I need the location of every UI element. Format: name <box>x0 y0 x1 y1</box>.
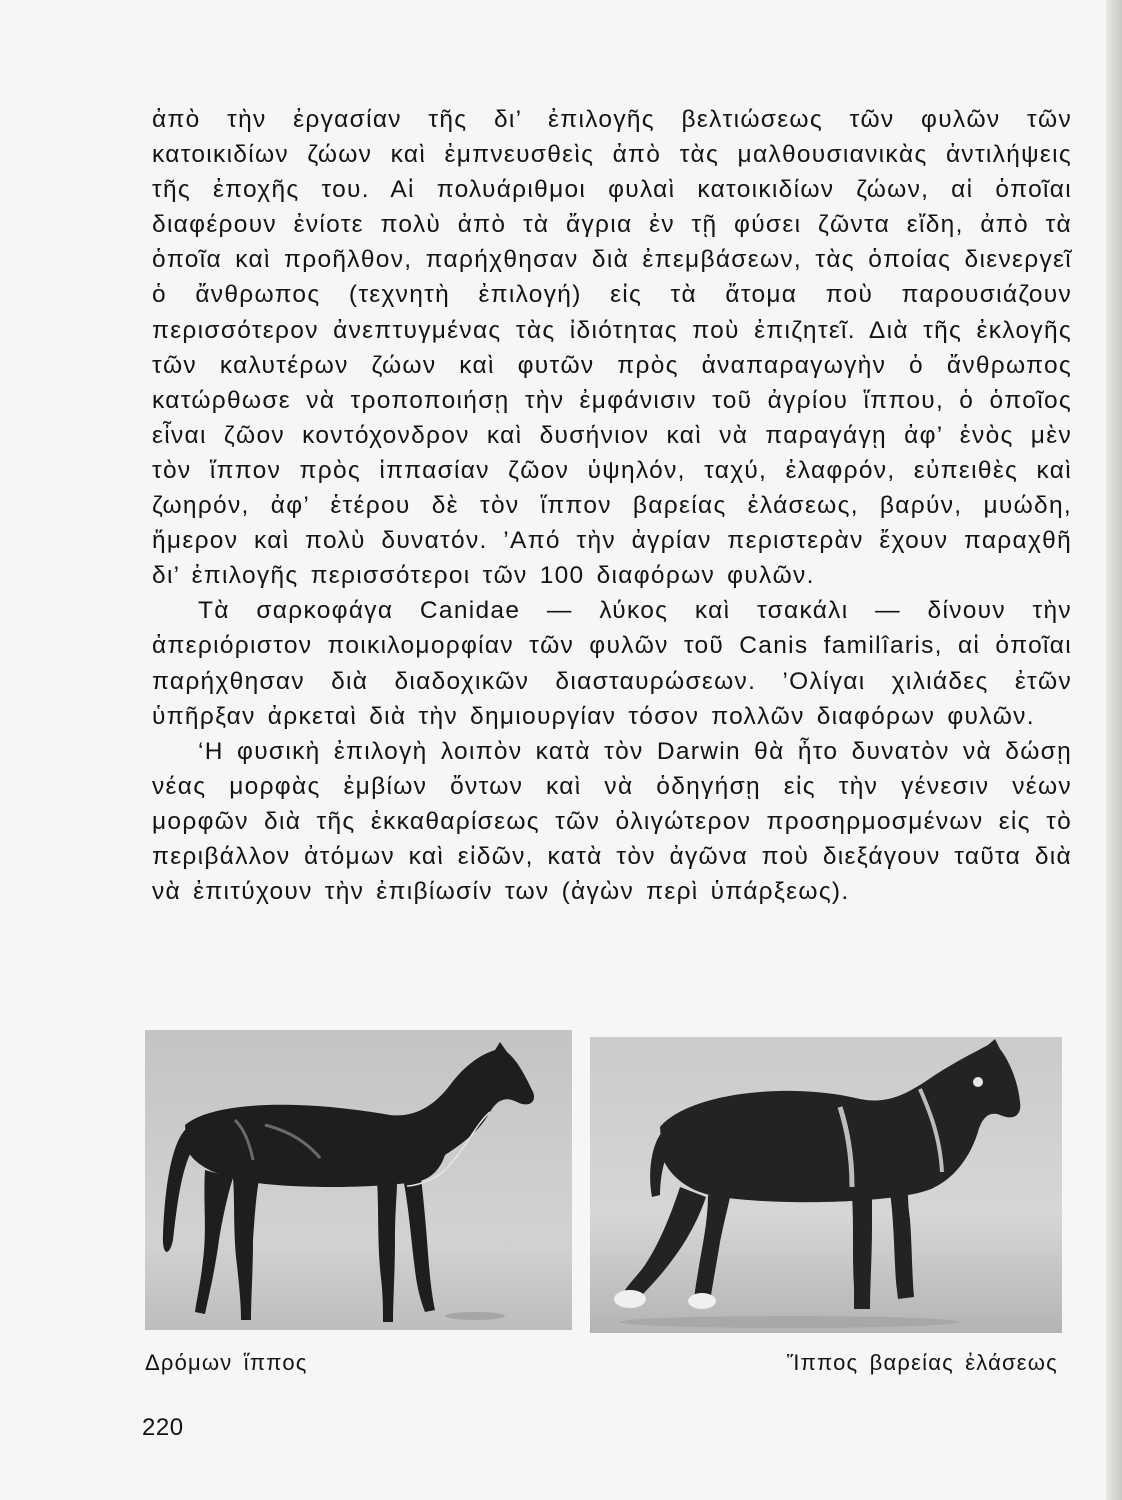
page-number: 220 <box>142 1414 184 1441</box>
paragraph-3: ‘Η φυσικὴ ἐπιλογὴ λοιπὸν κατὰ τὸν Darwin θὰ ἦτο δυνατὸν νὰ δώσῃ νέας μορφὰς ἐμβίων ὄντων καὶ νὰ ὁδηγήσῃ εἰς τὴν γένεσιν νέων μορφῶν διὰ τῆς ἐκκαθαρίσεως τῶν ὀλιγώτερον προσηρμοσμένων εἰς τὸ περιβάλλον ἀτόμων καὶ εἰδῶν, κατὰ τὸν ἀγῶνα ποὺ διεξάγουν ταῦτα διὰ νὰ ἐπιτύχουν τὴν ἐπιβίωσίν των (ἀγὼν περὶ ὑπάρξεως). <box>152 737 1072 906</box>
right-figure-caption: Ἵππος βαρείας ἐλάσεως <box>786 1350 1058 1375</box>
draught-horse-photo <box>590 1037 1062 1333</box>
race-horse-photo <box>145 1030 572 1330</box>
paragraph-2: Τὰ σαρκοφάγα Canidae — λύκος καὶ τσακάλι — δίνουν τὴν ἀπεριόριστον ποικιλομορφίαν τῶν φυλῶν τοῦ Canis familîaris, αἱ ὁποῖαι παρήχθησαν διὰ διαδοχικῶν διασταυρώσεων. ’Ολίγαι χιλιάδες ἐτῶν ὑπῆρξαν ἀρκεταὶ διὰ τὴν δημιουργίαν τόσον πολλῶν διαφόρων φυλῶν. <box>152 597 1072 730</box>
left-figure-caption: Δρόμων ἵππος <box>145 1350 308 1375</box>
paragraph-1: ἀπὸ τὴν ἐργασίαν τῆς δι’ ἐπιλογῆς βελτιώσεως τῶν φυλῶν τῶν κατοικιδίων ζώων καὶ ἐμπνευσθεὶς ἀπὸ τὰς μαλθουσιανικὰς ἀντιλήψεις τῆς ἐποχῆς του. Αἱ πολυάριθμοι φυλαὶ κατοικιδίων ζώων, αἱ ὁποῖαι διαφέρουν ἐνίοτε πολὺ ἀπὸ τὰ ἄγρια ἐν τῇ φύσει ζῶντα εἴδη, ἀπὸ τὰ ὁποῖα καὶ προῆλθον, παρήχθησαν διὰ ἐπεμβάσεων, τὰς ὁποίας διενεργεῖ ὁ ἄνθρωπος (τεχνητὴ ἐπιλογή) εἰς τὰ ἄτομα ποὺ παρουσιάζουν περισσότερον ἀνεπτυγμένας τὰς ἰδιότητας ποὺ ἐπιζητεῖ. Διὰ τῆς ἐκλογῆς τῶν καλυτέρων ζώων καὶ φυτῶν πρὸς ἀναπαραγωγὴν ὁ ἄνθρωπος κατώρθωσε νὰ τροποποιήσῃ τὴν ἐμφάνισιν τοῦ ἀγρίου ἵππου, ὁ ὁποῖος εἶναι ζῶον κοντόχονδρον καὶ δυσήνιον καὶ νὰ παραγάγῃ ἀφ’ ἑνὸς μὲν τὸν ἵππον πρὸς ἱππασίαν ζῶον ὑψηλόν, ταχύ, ἐλαφρόν, εὐπειθὲς καὶ ζωηρόν, ἀφ’ ἑτέρου δὲ τὸν ἵππον βαρείας ἐλάσεως, βαρύν, μυώδη, ἥμερον καὶ πολὺ δυνατόν. ’Από τὴν ἀγρίαν περιστερὰν ἔχουν παραχθῆ δι’ ἐπιλογῆς περισσότεροι τῶν 100 διαφόρων φυλῶν. <box>152 106 1072 590</box>
body-text <box>152 102 1072 909</box>
page-edge <box>1106 0 1122 1500</box>
